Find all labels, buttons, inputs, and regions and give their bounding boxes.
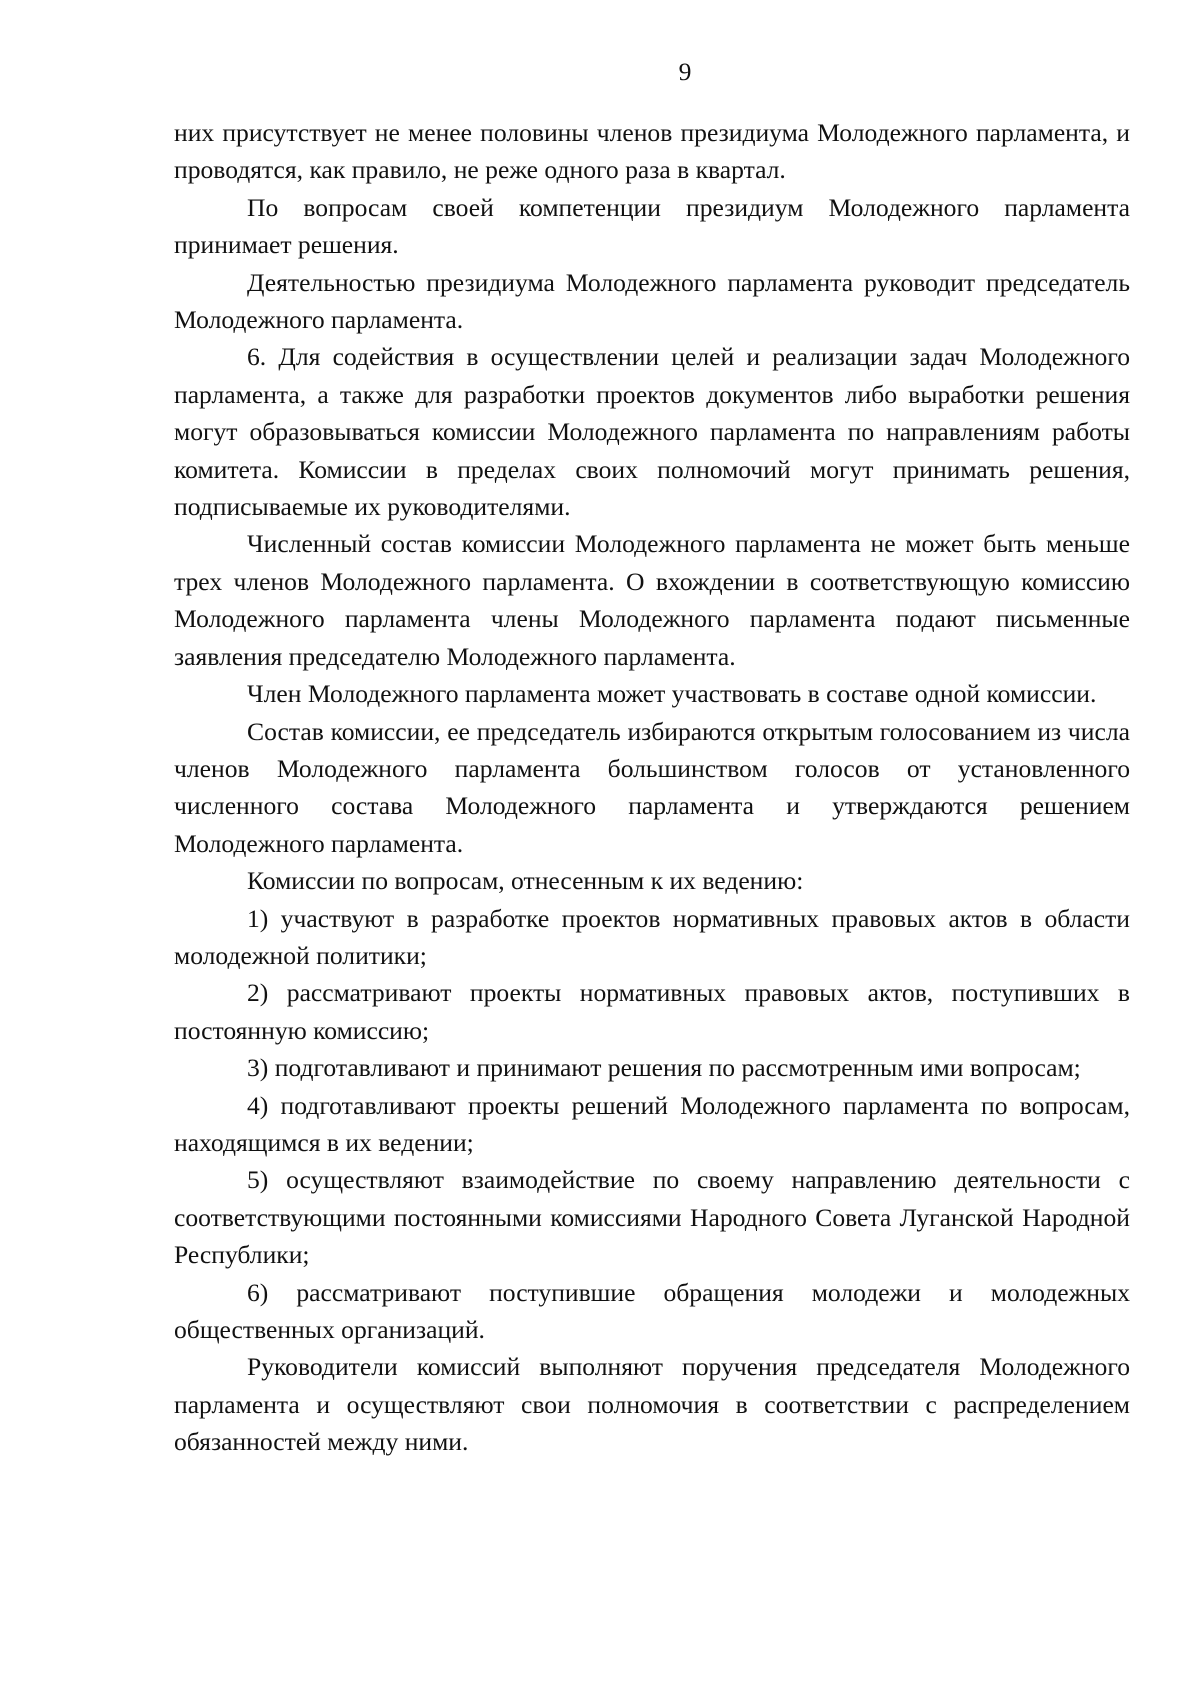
document-body xyxy=(174,114,1130,1461)
paragraph: По вопросам своей компетенции президиум Молодежного парламента принимает решения. xyxy=(174,192,1130,260)
list-item: 6) рассматривают поступившие обращения молодежи и молодежных общественных организаций. xyxy=(174,1277,1130,1344)
paragraph: Численный состав комиссии Молодежного парламента не может быть меньше трех членов Молодежного парламента. О вхождении в соответствующую комиссию Молодежного парламента члены Молодежного парламента подают письменные заявления председателю Молодежного парламента. xyxy=(174,529,1130,671)
paragraph: них присутствует не менее половины членов президиума Молодежного парламента, и проводятся, как правило, не реже одного раза в квартал. xyxy=(174,118,1130,185)
paragraph: Комиссии по вопросам, отнесенным к их ведению: xyxy=(247,866,804,896)
list-item: 4) подготавливают проекты решений Молодежного парламента по вопросам, находящимся в их ведении; xyxy=(174,1090,1130,1157)
list-item: 3) подготавливают и принимают решения по рассмотренным ими вопросам; xyxy=(247,1053,1081,1083)
paragraph: 6. Для содействия в осуществлении целей и реализации задач Молодежного парламента, а также для разработки проектов документов либо выработки решения могут образовываться комиссии Молодежного парламента по направлениям работы комитета. Комиссии в пределах своих полномочий могут принимать решения, подписываемые их руководителями. xyxy=(174,342,1130,522)
paragraph: Состав комиссии, ее председатель избираются открытым голосованием из числа членов Молодежного парламента большинством голосов от установленного численного состава Молодежного парламента и утверждаются решением Молодежного парламента. xyxy=(174,716,1130,858)
list-item: 2) рассматривают проекты нормативных правовых актов, поступивших в постоянную комиссию; xyxy=(174,978,1130,1045)
paragraph: Член Молодежного парламента может участвовать в составе одной комиссии. xyxy=(247,679,1097,709)
paragraph: Деятельностью президиума Молодежного парламента руководит председатель Молодежного парламента. xyxy=(174,267,1130,335)
list-item: 5) осуществляют взаимодействие по своему направлению деятельности с соответствующими постоянными комиссиями Народного Совета Луганской Народной Республики; xyxy=(174,1165,1130,1270)
paragraph: Руководители комиссий выполняют поручения председателя Молодежного парламента и осуществляют свои полномочия в соответствии с распределением обязанностей между ними. xyxy=(174,1352,1130,1457)
list-item: 1) участвуют в разработке проектов нормативных правовых актов в области молодежной политики; xyxy=(174,903,1130,970)
page-number: 9 xyxy=(678,57,692,86)
